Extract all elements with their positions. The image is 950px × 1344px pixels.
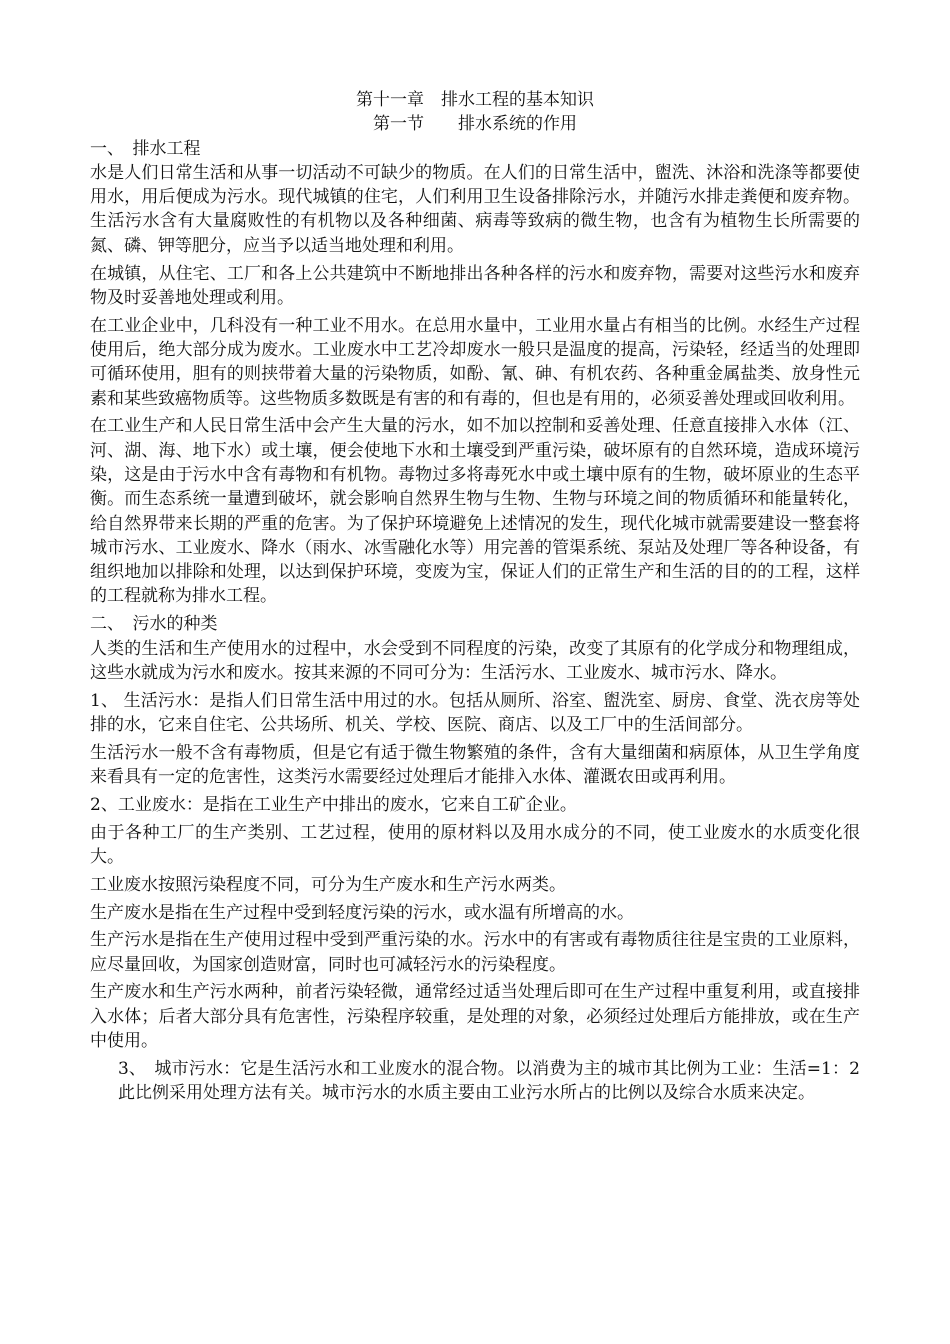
paragraph: 由于各种工厂的生产类别、工艺过程，使用的原材料以及用水成分的不同，使工业废水的水质变化很大。: [90, 822, 860, 867]
paragraph: 生产废水和生产污水两种，前者污染轻微，通常经过适当处理后即可在生产过程中重复利用，或直接排入水体；后者大部分具有危害性，污染程序较重，是处理的对象，必须经过处理后方能排放，或在生产中使用。: [90, 982, 860, 1051]
paragraph: 在工业企业中，几科没有一种工业不用水。在总用水量中，工业用水量占有相当的比例。水经生产过程使用后，绝大部分成为废水。工业废水中工艺冷却废水一般只是温度的提高，污染轻，经适当的处理即可循环使用，胆有的则挟带着大量的污染物质，如酚、氰、砷、有机农药、各种重金属盐类、放身性元素和某些致癌物质等。这些物质多数既是有害的和有毒的，但也是有用的，必须妥善处理或回收利用。: [90, 315, 860, 409]
paragraph: 人类的生活和生产使用水的过程中，水会受到不同程度的污染，改变了其原有的化学成分和物理组成，这些水就成为污水和废水。按其来源的不同可分为：生活污水、工业废水、城市污水、降水。: [90, 638, 860, 683]
paragraph: [90, 1057, 860, 1106]
paragraph: 生活污水一般不含有毒物质，但是它有适于微生物繁殖的条件，含有大量细菌和病原体，从卫生学角度来看具有一定的危害性，这类污水需要经过处理后才能排入水体、灌溉农田或再利用。: [90, 742, 860, 788]
paragraph: 工业废水按照污染程度不同，可分为生产废水和生产污水两类。: [90, 874, 566, 895]
chapter-title: 第十一章 排水工程的基本知识: [356, 90, 594, 110]
paragraph: 2、工业废水：是指在工业生产中排出的废水，它来自工矿企业。: [90, 794, 577, 815]
section-1-heading: 一、 排水工程: [90, 138, 201, 159]
section-2-heading: 二、 污水的种类: [90, 614, 218, 635]
paragraph: 在工业生产和人民日常生活中会产生大量的污水，如不加以控制和妥善处理、任意直接排入水体（江、河、湖、海、地下水）或土壤，便会使地下水和土壤受到严重污染，破坏原有的自然环境，造成环境污染，这是由于污水中含有毒物和有机物。毒物过多将毒死水中或土壤中原有的生物，破坏原业的生态平衡。而生态系统一量遭到破坏，就会影响自然界生物与生物、生物与环境之间的物质循环和能量转化，给自然界带来长期的严重的危害。为了保护环境避免上述情况的发生，现代化城市就需要建设一整套将城市污水、工业废水、降水（雨水、冰雪融化水等）用完善的管渠系统、泵站及处理厂等各种设备，有组织地加以排除和处理，以达到保护环境，变废为宝，保证人们的正常生产和生活的目的的工程，这样的工程就称为排水工程。: [90, 416, 860, 607]
paragraph: 生产污水是指在生产使用过程中受到严重污染的水。污水中的有害或有毒物质往往是宝贵的工业原料，应尽量回收，为国家创造财富，同时也可减轻污水的污染程度。: [90, 930, 860, 975]
paragraph: 在城镇，从住宅、工厂和各上公共建筑中不断地排出各种各样的污水和废弃物，需要对这些污水和废弃物及时妥善地处理或利用。: [90, 263, 860, 308]
paragraph: 水是人们日常生活和从事一切活动不可缺少的物质。在人们的日常生活中，盥洗、沐浴和洗涤等都要使用水，用后便成为污水。现代城镇的住宅，人们利用卫生设备排除污水，并随污水排走粪便和废弃物。生活污水含有大量腐败性的有机物以及各种细菌、病毒等致病的微生物，也含有为植物生长所需要的氮、磷、钾等肥分，应当予以适当地处理和利用。: [90, 162, 860, 256]
document-page: [90, 88, 860, 1109]
section-title: 第一节 排水系统的作用: [373, 114, 577, 135]
paragraph-text: 城市污水：它是生活污水和工业废水的混合物。以消费为主的城市其比例为工业：生活=1：2 此比例采用处理方法有关。城市污水的水质主要由工业污水所占的比例以及综合水质来决定。: [118, 1058, 860, 1104]
paragraph: 生产废水是指在生产过程中受到轻度污染的污水，或水温有所增高的水。: [90, 902, 634, 923]
paragraph: 1、 生活污水：是指人们日常生活中用过的水。包括从厕所、浴室、盥洗室、厨房、食堂、洗衣房等处排的水，它来自住宅、公共场所、机关、学校、医院、商店、以及工厂中的生活间部分。: [90, 690, 860, 735]
list-number: 3、: [118, 1058, 155, 1079]
